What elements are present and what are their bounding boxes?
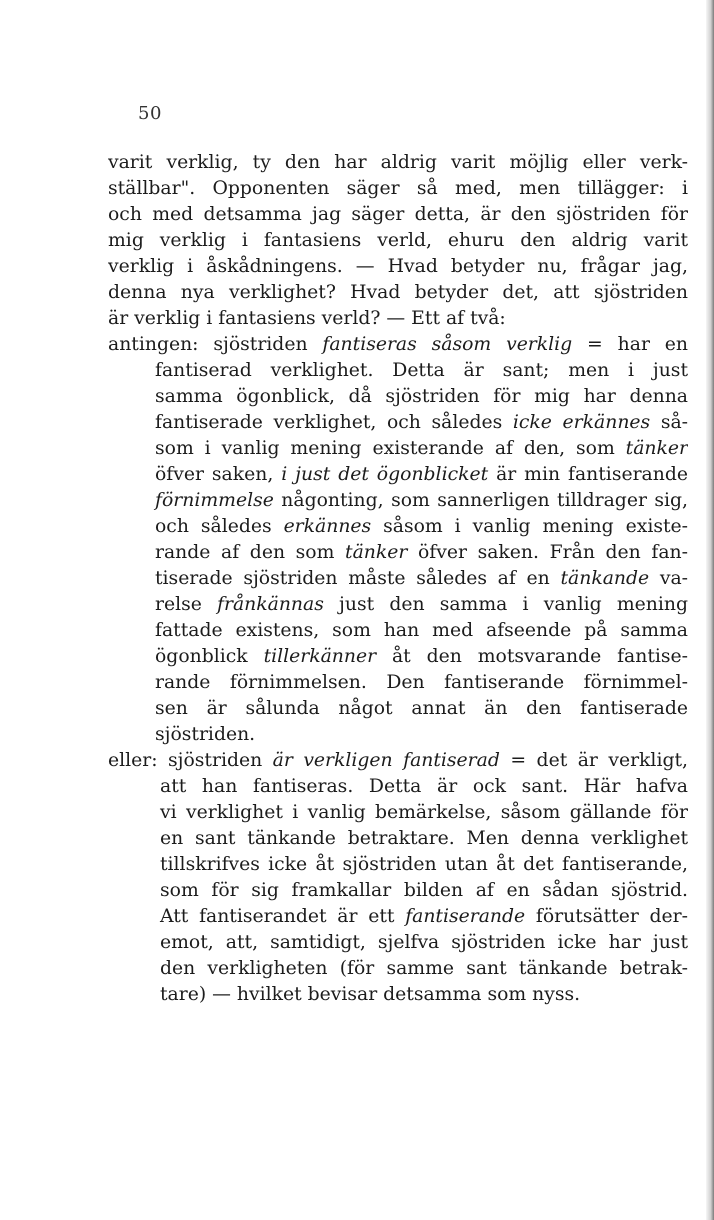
text-run: någonting, som sannerligen tilldrager sig, bbox=[273, 490, 688, 511]
body-text bbox=[108, 150, 688, 1008]
text-run: ställbar". Opponenten säger så med, men tillägger: i bbox=[108, 178, 688, 199]
text-run: förutsätter der- bbox=[525, 906, 688, 927]
text-run: fattade existens, som han med afseende på samma bbox=[155, 620, 688, 641]
text-run: rande förnimmelsen. Den fantiserande förnimmel- bbox=[155, 672, 688, 693]
text-run: mig verklig i fantasiens verld, ehuru den aldrig varit bbox=[108, 230, 688, 251]
text-run: tare) — hvilket bevisar detsamma som nyss. bbox=[160, 984, 581, 1005]
text-line bbox=[108, 358, 688, 384]
text-line bbox=[108, 176, 688, 202]
text-line bbox=[108, 748, 688, 774]
text-run: tillskrifves icke åt sjöstriden utan åt det fantiserande, bbox=[160, 854, 688, 875]
text-line bbox=[108, 904, 688, 930]
text-line bbox=[108, 956, 688, 982]
text-run: fantiserad verklighet. Detta är sant; men i just bbox=[155, 360, 688, 381]
text-line bbox=[108, 280, 688, 306]
text-line bbox=[108, 410, 688, 436]
text-run: fantiserade verklighet, och således bbox=[155, 412, 513, 433]
text-line bbox=[108, 384, 688, 410]
text-line bbox=[108, 540, 688, 566]
italic-text: tillerkänner bbox=[263, 646, 377, 667]
italic-text: tänker bbox=[345, 542, 408, 563]
text-run: antingen: sjöstriden bbox=[108, 334, 323, 355]
text-run: öfver saken, bbox=[155, 464, 282, 485]
italic-text: i just det ögonblicket bbox=[281, 464, 489, 485]
text-run: och med detsamma jag säger detta, är den sjöstriden för bbox=[108, 204, 688, 225]
text-line bbox=[108, 618, 688, 644]
text-line bbox=[108, 436, 688, 462]
text-run: vi verklighet i vanlig bemärkelse, såsom gällande för bbox=[160, 802, 688, 823]
page-edge-shadow bbox=[706, 0, 714, 1220]
text-line bbox=[108, 592, 688, 618]
text-run: såsom i vanlig mening existe- bbox=[371, 516, 688, 537]
italic-text: frånkännas bbox=[217, 594, 324, 615]
text-run: varit verklig, ty den har aldrig varit möjlig eller verk- bbox=[108, 152, 688, 173]
text-line bbox=[108, 150, 688, 176]
text-run: som i vanlig mening existerande af den, som bbox=[155, 438, 626, 459]
text-run: den verkligheten (för samme sant tänkande betrak- bbox=[160, 958, 688, 979]
page-number: 50 bbox=[138, 103, 162, 124]
text-line bbox=[108, 670, 688, 696]
text-run: denna nya verklighet? Hvad betyder det, att sjöstriden bbox=[108, 282, 688, 303]
text-line bbox=[108, 514, 688, 540]
text-run: samma ögonblick, då sjöstriden för mig har denna bbox=[155, 386, 688, 407]
italic-text: tänkande bbox=[560, 568, 650, 589]
text-run: och således bbox=[155, 516, 284, 537]
italic-text: är verkligen fantiserad bbox=[272, 750, 500, 771]
text-run: är verklig i fantasiens verld? — Ett af två: bbox=[108, 308, 506, 329]
text-run: tiserade sjöstriden måste således af en bbox=[155, 568, 561, 589]
text-run: just den samma i vanlig mening bbox=[323, 594, 688, 615]
italic-text: icke erkännes bbox=[512, 412, 651, 433]
text-run: = har en bbox=[572, 334, 688, 355]
text-run: Att fantiserandet är ett bbox=[160, 906, 406, 927]
text-line bbox=[108, 982, 688, 1008]
text-line bbox=[108, 332, 688, 358]
text-run: sen är sålunda något annat än den fantiserade bbox=[155, 698, 688, 719]
text-run: som för sig framkallar bilden af en sådan sjöstrid. bbox=[160, 880, 688, 901]
text-run: sjöstriden. bbox=[155, 724, 256, 745]
text-run: emot, att, samtidigt, sjelfva sjöstriden icke har just bbox=[160, 932, 688, 953]
text-run: rande af den som bbox=[155, 542, 346, 563]
text-run: va- bbox=[649, 568, 688, 589]
text-run: är min fantiserande bbox=[488, 464, 688, 485]
italic-text: fantiseras såsom verklig bbox=[322, 334, 573, 355]
italic-text: förnimmelse bbox=[155, 490, 274, 511]
text-run: ögonblick bbox=[155, 646, 264, 667]
text-run: relse bbox=[155, 594, 218, 615]
text-run: verklig i åskådningens. — Hvad betyder nu, frågar jag, bbox=[108, 256, 688, 277]
text-line bbox=[108, 826, 688, 852]
text-line bbox=[108, 774, 688, 800]
text-line bbox=[108, 462, 688, 488]
text-line bbox=[108, 566, 688, 592]
text-line bbox=[108, 930, 688, 956]
text-line bbox=[108, 488, 688, 514]
text-line bbox=[108, 800, 688, 826]
text-run: = det är verkligt, bbox=[499, 750, 688, 771]
text-line bbox=[108, 644, 688, 670]
italic-text: erkännes bbox=[283, 516, 372, 537]
text-run: så- bbox=[650, 412, 688, 433]
text-run: en sant tänkande betraktare. Men denna verklighet bbox=[160, 828, 688, 849]
text-line bbox=[108, 202, 688, 228]
text-line bbox=[108, 878, 688, 904]
italic-text: tänker bbox=[625, 438, 688, 459]
text-line bbox=[108, 852, 688, 878]
text-line bbox=[108, 306, 688, 332]
text-run: att han fantiseras. Detta är ock sant. Här hafva bbox=[160, 776, 688, 797]
text-run: öfver saken. Från den fan- bbox=[407, 542, 688, 563]
text-line bbox=[108, 696, 688, 722]
text-run: åt den motsvarande fantise- bbox=[376, 646, 688, 667]
text-run: eller: sjöstriden bbox=[108, 750, 273, 771]
text-line bbox=[108, 228, 688, 254]
italic-text: fantiserande bbox=[405, 906, 526, 927]
text-line bbox=[108, 722, 688, 748]
text-line bbox=[108, 254, 688, 280]
